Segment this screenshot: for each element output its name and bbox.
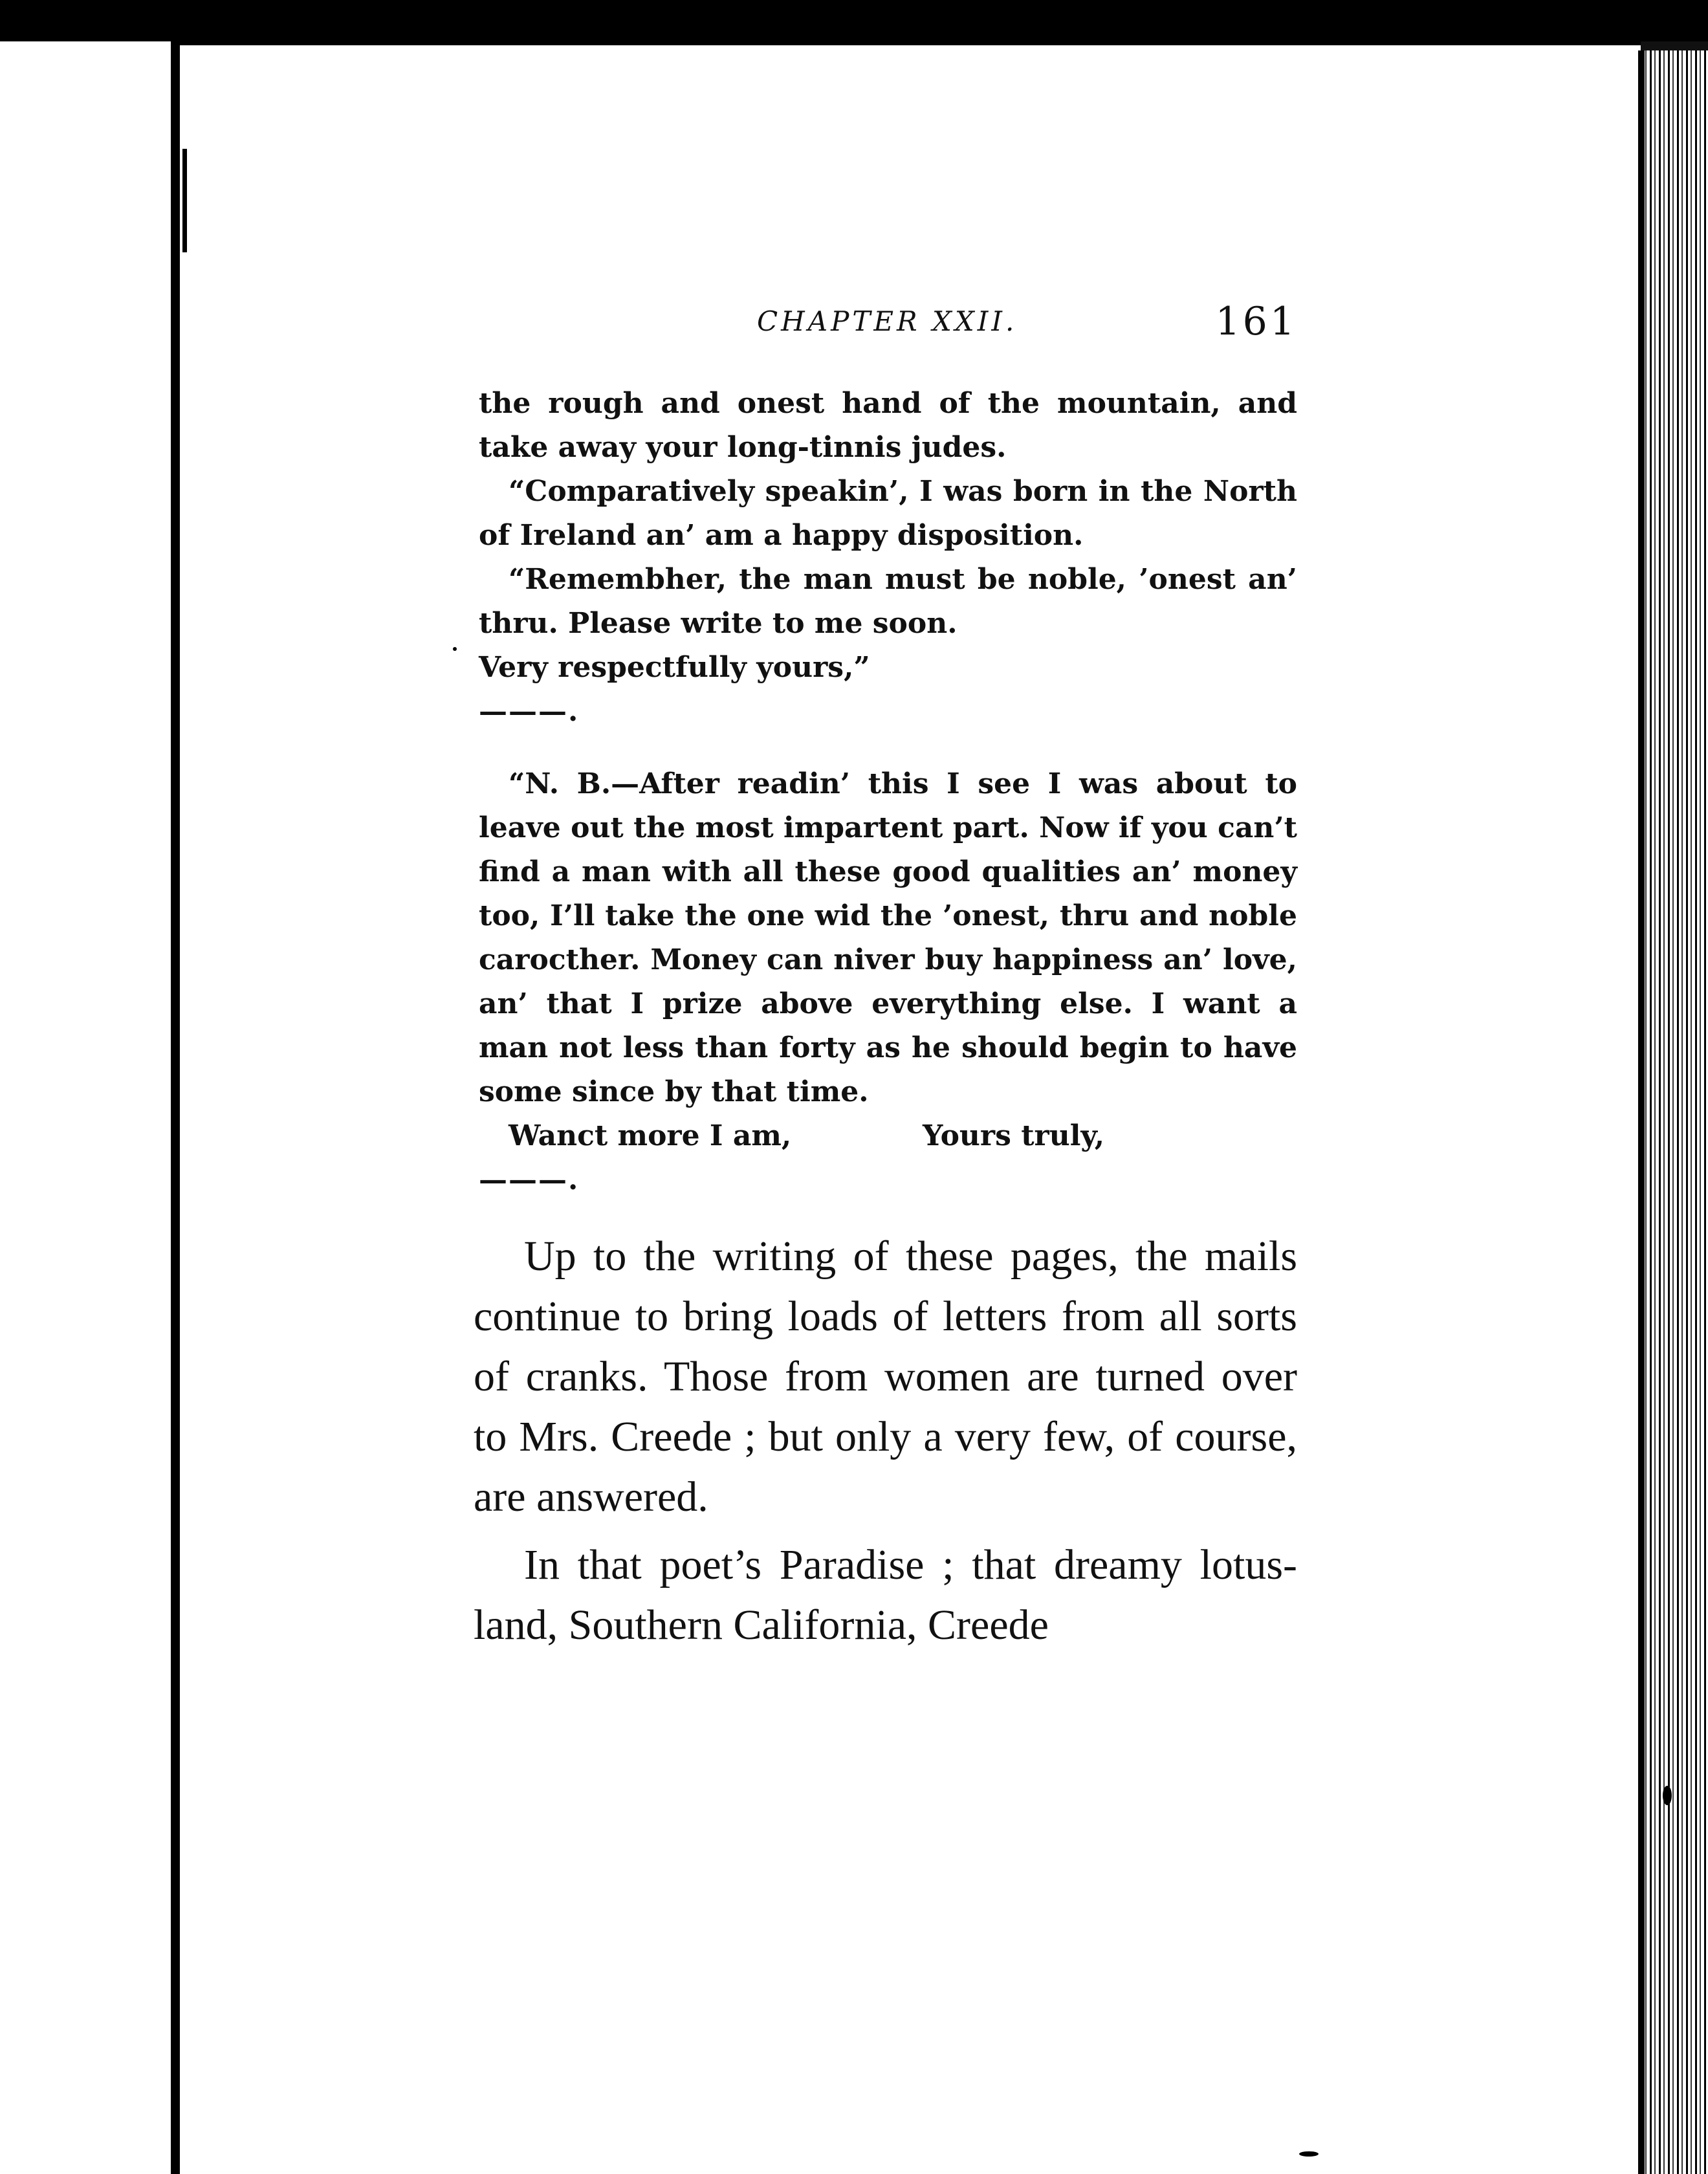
scan-top-border [0, 0, 1708, 41]
letter-signature-dash: ———. [479, 695, 580, 728]
body-text [474, 1226, 1297, 1655]
letter-signature-dash: ———. [479, 1163, 580, 1196]
page-header [479, 299, 1297, 351]
body-paragraph: Up to the writing of these pages, the mails continue to bring loads of letters from all sorts of cranks. Those from women are turned over to Mrs. Creede ; but only a very few, of course, are answered. [474, 1233, 1297, 1521]
letter-sign-off [509, 1114, 1297, 1158]
scan-speck [1299, 2151, 1319, 2157]
letter-postscript: “N. B.—After readin’ this I see I was about to leave out the most impartent part. Now if you can’t find a man with all these good qualities an’ money too, I’ll take the one wid the ’onest, thru and noble carocther. Money can niver buy happiness an’ love, an’ that I prize above everything else. I want a man not less than forty as he should begin to have some since by that time. [479, 767, 1297, 1108]
letter-closing: Very respectfully yours,” [479, 651, 870, 684]
page-top-edge [180, 38, 1641, 45]
scan-speck [1663, 1786, 1672, 1805]
running-head: CHAPTER XXII. [757, 305, 1018, 337]
facing-page-strip [0, 41, 176, 2174]
page-right-border [1638, 50, 1645, 2174]
sign-off-right: Yours truly, [923, 1119, 1105, 1152]
scan-speck [453, 647, 457, 651]
letter-paragraph: the rough and onest hand of the mountain, and take away your long-tinnis judes. [479, 387, 1297, 464]
page-leaves-edge [1641, 50, 1708, 2174]
body-paragraph: In that poet’s Paradise ; that dreamy lotus-land, Southern California, Creede [474, 1541, 1297, 1649]
letter-paragraph: “Comparatively speakin’, I was born in the North of Ireland an’ am a happy disposition. [479, 475, 1297, 552]
page-gutter [171, 39, 180, 2174]
page-number: 161 [1215, 299, 1297, 344]
sign-off-left: Wanct more I am, [509, 1119, 792, 1152]
quoted-letter [479, 382, 1297, 1202]
letter-paragraph: “Remembher, the man must be noble, ’onest an’ thru. Please write to me soon. [479, 563, 1297, 640]
gutter-mark [182, 149, 187, 252]
